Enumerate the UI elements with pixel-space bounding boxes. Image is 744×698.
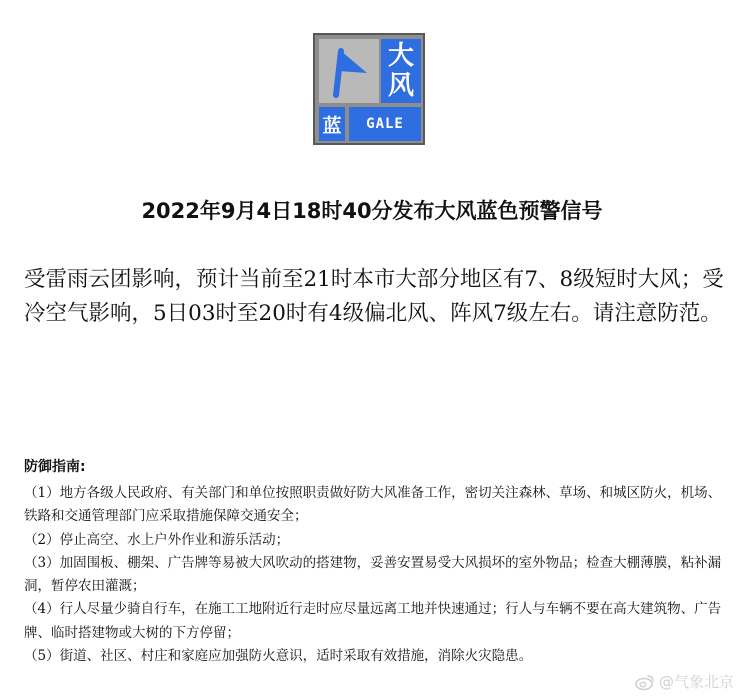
warning-english-label: GALE: [349, 107, 421, 141]
guide-item: （5）街道、社区、村庄和家庭应加强防火意识，适时采取有效措施，消除火灾隐患。: [24, 648, 533, 665]
warning-type-char-1: 大: [387, 41, 414, 71]
guide-heading: 防御指南:: [24, 459, 86, 475]
warning-title: 2022年9月4日18时40分发布大风蓝色预警信号: [141, 199, 603, 223]
wind-flag-icon: [319, 39, 379, 103]
warning-body: 受雷雨云团影响，预计当前至21时本市大部分地区有7、8级短时大风；受冷空气影响，5日03时至20时有4级偏北风、阵风7级左右。请注意防范。: [24, 267, 724, 326]
guide-item: （4）行人尽量少骑自行车，在施工工地附近行走时应尽量远离工地并快速通过；行人与车辆不要在高大建筑物、广告牌、临时搭建物或大树的下方停留；: [24, 601, 722, 641]
guide-item: （1）地方各级人民政府、有关部门和单位按照职责做好防大风准备工作，密切关注森林、草场、和城区防火，机场、铁路和交通管理部门应采取措施保障交通安全；: [24, 485, 722, 525]
watermark-text: @气象北京: [658, 673, 734, 691]
wind-flag-panel: [319, 39, 379, 103]
warning-level-label: 蓝: [319, 107, 345, 141]
weibo-icon: [635, 673, 655, 691]
guide-item: （2）停止高空、水上户外作业和游乐活动；: [24, 531, 290, 548]
watermark: [635, 672, 734, 692]
guide-list: [24, 482, 726, 668]
guide-item: （3）加固围板、棚架、广告牌等易被大风吹动的搭建物，妥善安置易受大风损坏的室外物品；检查大棚薄膜，粘补漏洞，暂停农田灌溉；: [24, 554, 722, 595]
warning-type-panel: [381, 39, 421, 103]
gale-warning-icon: [313, 33, 425, 145]
warning-type-char-2: 风: [387, 71, 414, 101]
